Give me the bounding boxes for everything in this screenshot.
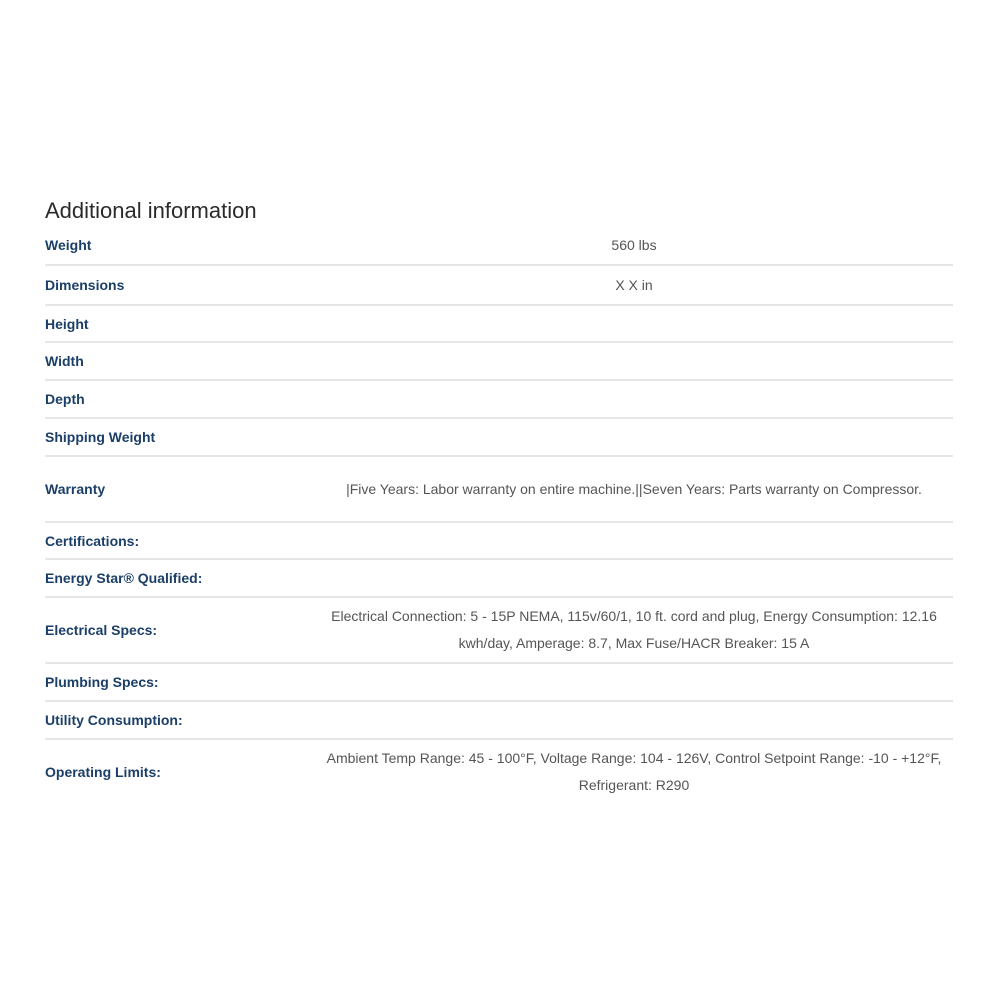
- table-row: [45, 265, 953, 305]
- table-row: [45, 559, 953, 597]
- row-label-weight: Weight: [45, 226, 315, 265]
- row-label-operating-limits: Operating Limits:: [45, 763, 161, 780]
- row-label-warranty: Warranty: [45, 456, 315, 522]
- row-label-electrical-specs: Electrical Specs:: [45, 597, 315, 663]
- row-label-utility-consumption: Utility Consumption:: [45, 701, 315, 739]
- table-row: [45, 380, 953, 418]
- table-row: [45, 418, 953, 456]
- additional-information-section: [45, 196, 953, 803]
- section-title: Additional information: [45, 198, 257, 223]
- row-value-dimensions: X X in: [315, 265, 953, 305]
- row-label-shipping-weight: Shipping Weight: [45, 418, 315, 456]
- table-row: [45, 305, 953, 342]
- table-row: [45, 226, 953, 265]
- row-value-depth: [315, 380, 953, 418]
- row-value-warranty: |Five Years: Labor warranty on entire machine.||Seven Years: Parts warranty on Compressor.: [315, 456, 953, 522]
- table-row: [45, 522, 953, 559]
- row-label-plumbing-specs: Plumbing Specs:: [45, 663, 315, 701]
- row-value-height: [315, 305, 953, 342]
- additional-information-table: [45, 226, 953, 803]
- row-value-shipping-weight: [315, 418, 953, 456]
- table-row: [45, 701, 953, 739]
- row-value-width: [315, 342, 953, 380]
- row-label-width: Width: [45, 342, 315, 380]
- table-row: [45, 342, 953, 380]
- table-row: [45, 663, 953, 701]
- row-value-utility-consumption: [315, 701, 953, 739]
- row-label-height: Height: [45, 305, 315, 342]
- row-value-electrical-specs: Electrical Connection: 5 - 15P NEMA, 115v/60/1, 10 ft. cord and plug, Energy Consumption: 12.16 kwh/day, Amperage: 8.7, Max Fuse/HACR Breaker: 15 A: [315, 597, 953, 663]
- row-label-dimensions: Dimensions: [45, 265, 315, 305]
- table-row: [45, 456, 953, 522]
- row-value-weight: 560 lbs: [315, 226, 953, 265]
- table-row: [45, 739, 953, 803]
- row-label-depth: Depth: [45, 380, 315, 418]
- row-value-certifications: [315, 522, 953, 559]
- row-value-plumbing-specs: [315, 663, 953, 701]
- row-value-energy-star: [315, 559, 953, 597]
- row-label-energy-star: Energy Star® Qualified:: [45, 559, 315, 597]
- table-row: [45, 597, 953, 663]
- row-value-operating-limits: Ambient Temp Range: 45 - 100°F, Voltage Range: 104 - 126V, Control Setpoint Range: -10 - +12°F, Refrigerant: R290: [326, 749, 942, 793]
- row-label-certifications: Certifications:: [45, 522, 315, 559]
